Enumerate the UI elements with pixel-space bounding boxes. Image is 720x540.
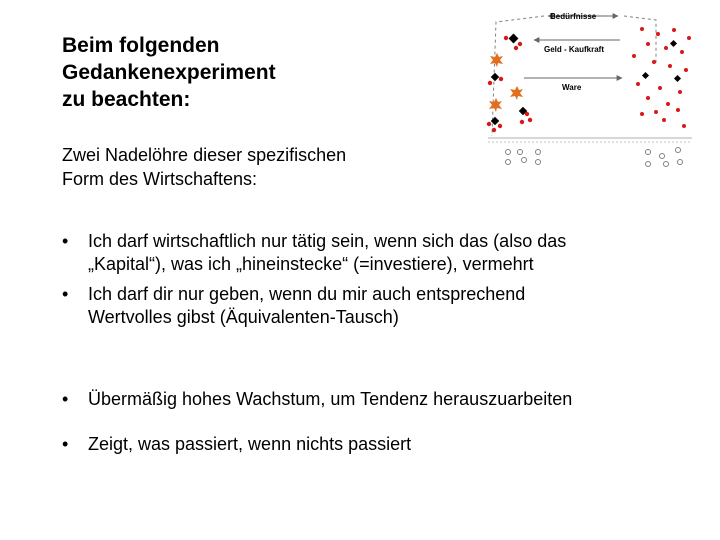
bullet-marker: • [62, 434, 69, 454]
bullet-list [62, 230, 692, 456]
red-dot-icon [668, 64, 672, 68]
red-dot-icon [528, 118, 532, 122]
small-circle-icon [664, 162, 669, 167]
red-dot-icon [666, 102, 670, 106]
black-diamond-icon [509, 34, 519, 44]
black-diamond-icon [674, 75, 681, 82]
red-dot-icon [518, 42, 522, 46]
red-dot-icon [662, 118, 666, 122]
right-actor-cluster [632, 27, 691, 128]
bullet-text-line: Ich darf wirtschaftlich nur tätig sein, wenn sich das (also das [88, 231, 567, 251]
red-dot-icon [520, 120, 524, 124]
red-dot-icon [684, 68, 688, 72]
small-circle-icon [646, 162, 651, 167]
burst-icon [510, 86, 523, 100]
left-boundary-line [492, 16, 544, 136]
red-dot-icon [654, 110, 658, 114]
small-circle-icon [676, 148, 681, 153]
red-dot-icon [652, 60, 656, 64]
small-circle-icon [536, 160, 541, 165]
black-diamond-icon [670, 40, 677, 47]
bullet-text-line: Zeigt, was passiert, wenn nichts passiert [88, 434, 412, 454]
red-dot-icon [664, 46, 668, 50]
red-dot-icon [514, 46, 518, 50]
burst-icon [489, 98, 502, 112]
money-label: Geld - Kaufkraft [544, 45, 605, 54]
red-dot-icon [687, 36, 691, 40]
red-dot-icon [656, 32, 660, 36]
black-diamond-icon [642, 72, 649, 79]
red-dot-icon [525, 112, 529, 116]
small-circle-icon [536, 150, 541, 155]
bullet-marker: • [62, 389, 69, 409]
red-dot-icon [658, 86, 662, 90]
bullet-marker: • [62, 284, 69, 304]
title-line: Beim folgenden [62, 34, 220, 57]
intro-text [62, 143, 346, 191]
exchange-diagram [484, 4, 696, 170]
goods-label: Ware [562, 83, 582, 92]
red-dot-icon [640, 27, 644, 31]
red-dot-icon [488, 81, 492, 85]
small-circle-icon [518, 150, 523, 155]
red-dot-icon [487, 122, 491, 126]
red-dot-icon [676, 108, 680, 112]
red-dot-icon [492, 128, 496, 132]
slide-title [62, 32, 276, 113]
red-dot-icon [632, 54, 636, 58]
right-boundary-line [624, 16, 656, 64]
red-dot-icon [504, 36, 508, 40]
red-dot-icon [646, 96, 650, 100]
red-dot-icon [636, 82, 640, 86]
bullet-item [62, 230, 692, 276]
black-diamond-icon [491, 73, 499, 81]
bullet-text-line: Ich darf dir nur geben, wenn du mir auch entsprechend [88, 284, 526, 304]
small-circle-icon [646, 150, 651, 155]
bullet-marker: • [62, 231, 69, 251]
small-circle-icon [506, 160, 511, 165]
red-dot-icon [680, 50, 684, 54]
bullet-item [62, 433, 692, 456]
bullet-item [62, 283, 692, 329]
title-line: Gedankenexperiment [62, 61, 276, 84]
red-dot-icon [682, 124, 686, 128]
idle-actors-left [506, 150, 541, 165]
red-dot-icon [640, 112, 644, 116]
needs-label: Bedürfnisse [550, 12, 597, 21]
red-dot-icon [672, 28, 676, 32]
idle-actors-right [646, 148, 683, 167]
bullet-item [62, 388, 692, 411]
bullet-text-line: „Kapital“), was ich „hineinstecke“ (=investiere), vermehrt [88, 254, 534, 274]
red-dot-icon [499, 77, 503, 81]
small-circle-icon [522, 158, 527, 163]
bullet-text-line: Übermäßig hohes Wachstum, um Tendenz herauszuarbeiten [88, 389, 573, 409]
red-dot-icon [646, 42, 650, 46]
small-circle-icon [678, 160, 683, 165]
intro-line: Zwei Nadelöhre dieser spezifischen [62, 145, 347, 165]
burst-icon [490, 53, 503, 67]
red-dot-icon [498, 124, 502, 128]
small-circle-icon [506, 150, 511, 155]
bullet-text-line: Wertvolles gibst (Äquivalenten-Tausch) [88, 307, 399, 327]
red-dot-icon [678, 90, 682, 94]
title-line: zu beachten: [62, 88, 191, 111]
intro-line: Form des Wirtschaftens: [62, 169, 258, 189]
small-circle-icon [660, 154, 665, 159]
